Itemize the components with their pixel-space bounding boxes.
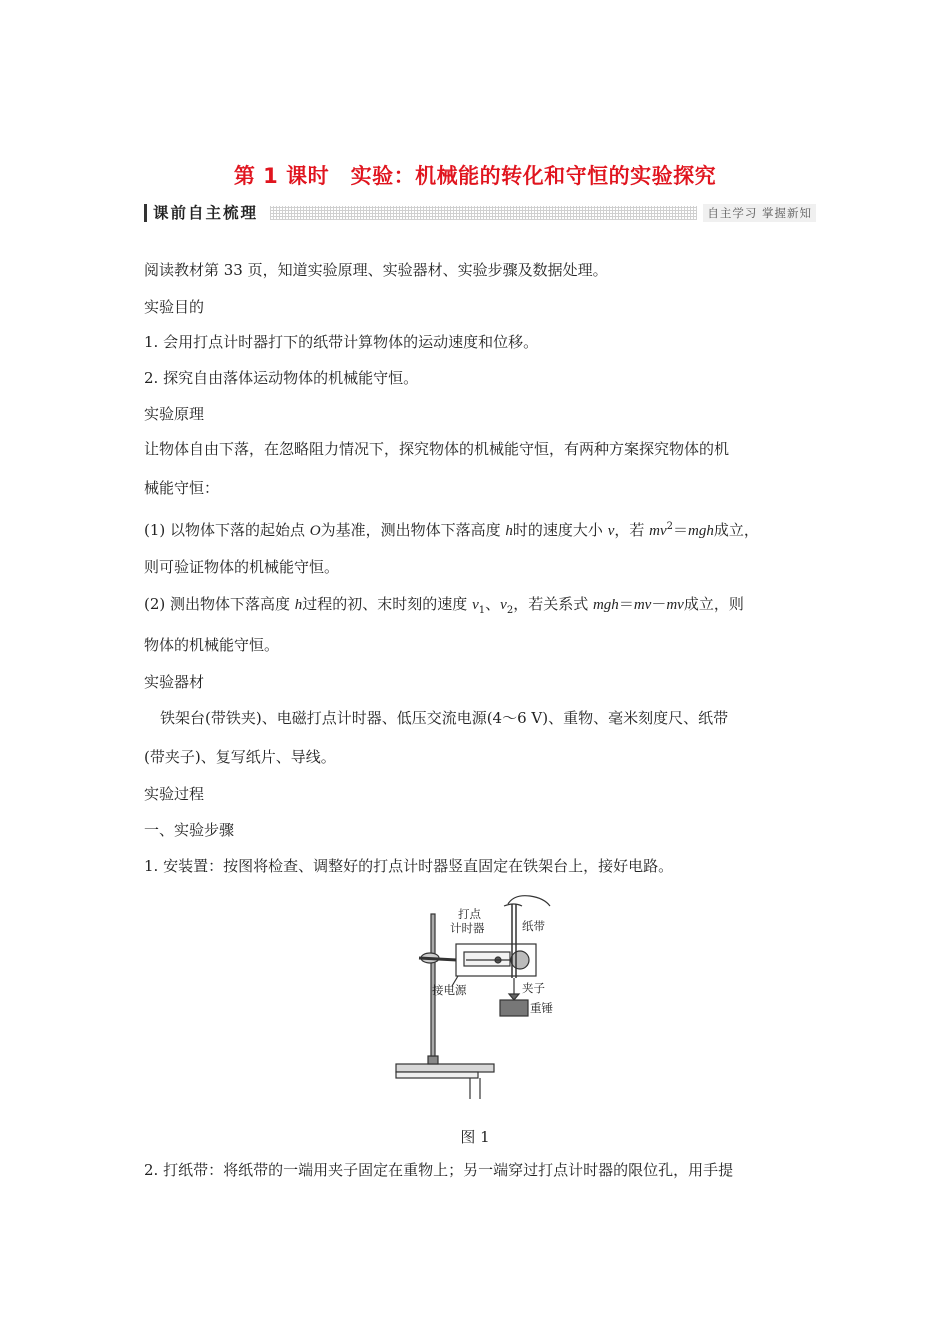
- principle-text-line-2: 械能守恒：: [144, 479, 220, 497]
- section-banner-tag: 自主学习 掌握新知: [703, 204, 816, 222]
- process-heading: 实验过程: [144, 785, 205, 803]
- intro-paragraph: 阅读教材第 33 页，知道实验原理、实验器材、实验步骤及数据处理。: [144, 261, 608, 279]
- stand-base-plate: [396, 1072, 478, 1078]
- page-title: 第 1 课时 实验：机械能的转化和守恒的实验探究: [233, 164, 717, 188]
- clip-icon: [509, 994, 519, 1000]
- equipment-line-2: (带夹子)、复写纸片、导线。: [144, 748, 336, 766]
- stand-base-top: [396, 1064, 494, 1072]
- banner-divider-pattern: [270, 206, 697, 220]
- clamp-arm: [419, 958, 457, 960]
- method-2-line-1: (2) 测出物体下落高度 h过程的初、末时刻的速度 $v_1$、$v_2$，若关系式 mgh＝mv－mv成立，则: [144, 595, 744, 616]
- label-clip: 夹子: [522, 981, 545, 995]
- figure-caption: 图 1: [460, 1128, 490, 1146]
- purpose-item-1: 1. 会用打点计时器打下的纸带计算物体的运动速度和位移。: [144, 333, 539, 351]
- method-1-line-1: (1) 以物体下落的起始点 O为基准，测出物体下落高度 h时的速度大小 v，若 $mv^2=mgh$成立，: [144, 521, 759, 539]
- rod-foot: [428, 1056, 438, 1064]
- principle-text-line-1: 让物体自由下落，在忽略阻力情况下，探究物体的机械能守恒，有两种方案探究物体的机: [144, 440, 730, 458]
- steps-heading: 一、实验步骤: [144, 821, 235, 839]
- label-weight: 重锤: [530, 1001, 553, 1015]
- label-timer-line-1: 打点: [458, 907, 481, 921]
- section-banner: [144, 203, 816, 223]
- purpose-heading: 实验目的: [144, 298, 205, 316]
- label-timer-line-2: 计时器: [450, 921, 485, 935]
- section-banner-title: 课前自主梳理: [144, 204, 264, 222]
- label-paper-tape: 纸带: [522, 919, 545, 933]
- method-2-line-2: 物体的机械能守恒。: [144, 636, 280, 654]
- step-2: 2. 打纸带：将纸带的一端用夹子固定在重物上；另一端穿过打点计时器的限位孔，用手提: [144, 1161, 734, 1179]
- principle-heading: 实验原理: [144, 405, 205, 423]
- equipment-heading: 实验器材: [144, 673, 205, 691]
- hand-fingers-icon: [504, 904, 522, 906]
- purpose-item-2: 2. 探究自由落体运动物体的机械能守恒。: [144, 369, 419, 387]
- label-power-supply: 接电源: [432, 983, 467, 997]
- equipment-line-1: 铁架台(带铁夹)、电磁打点计时器、低压交流电源(4～6 V)、重物、毫米刻度尺、纸带: [160, 709, 729, 727]
- method-1-line-2: 则可验证物体的机械能守恒。: [144, 558, 340, 576]
- timer-disc: [511, 951, 529, 969]
- timer-coil: [464, 952, 510, 966]
- step-1: 1. 安装置：按图将检查、调整好的打点计时器竖直固定在铁架台上，接好电路。: [144, 857, 674, 875]
- heavy-weight: [500, 1000, 528, 1016]
- experiment-apparatus-figure: [392, 894, 562, 1104]
